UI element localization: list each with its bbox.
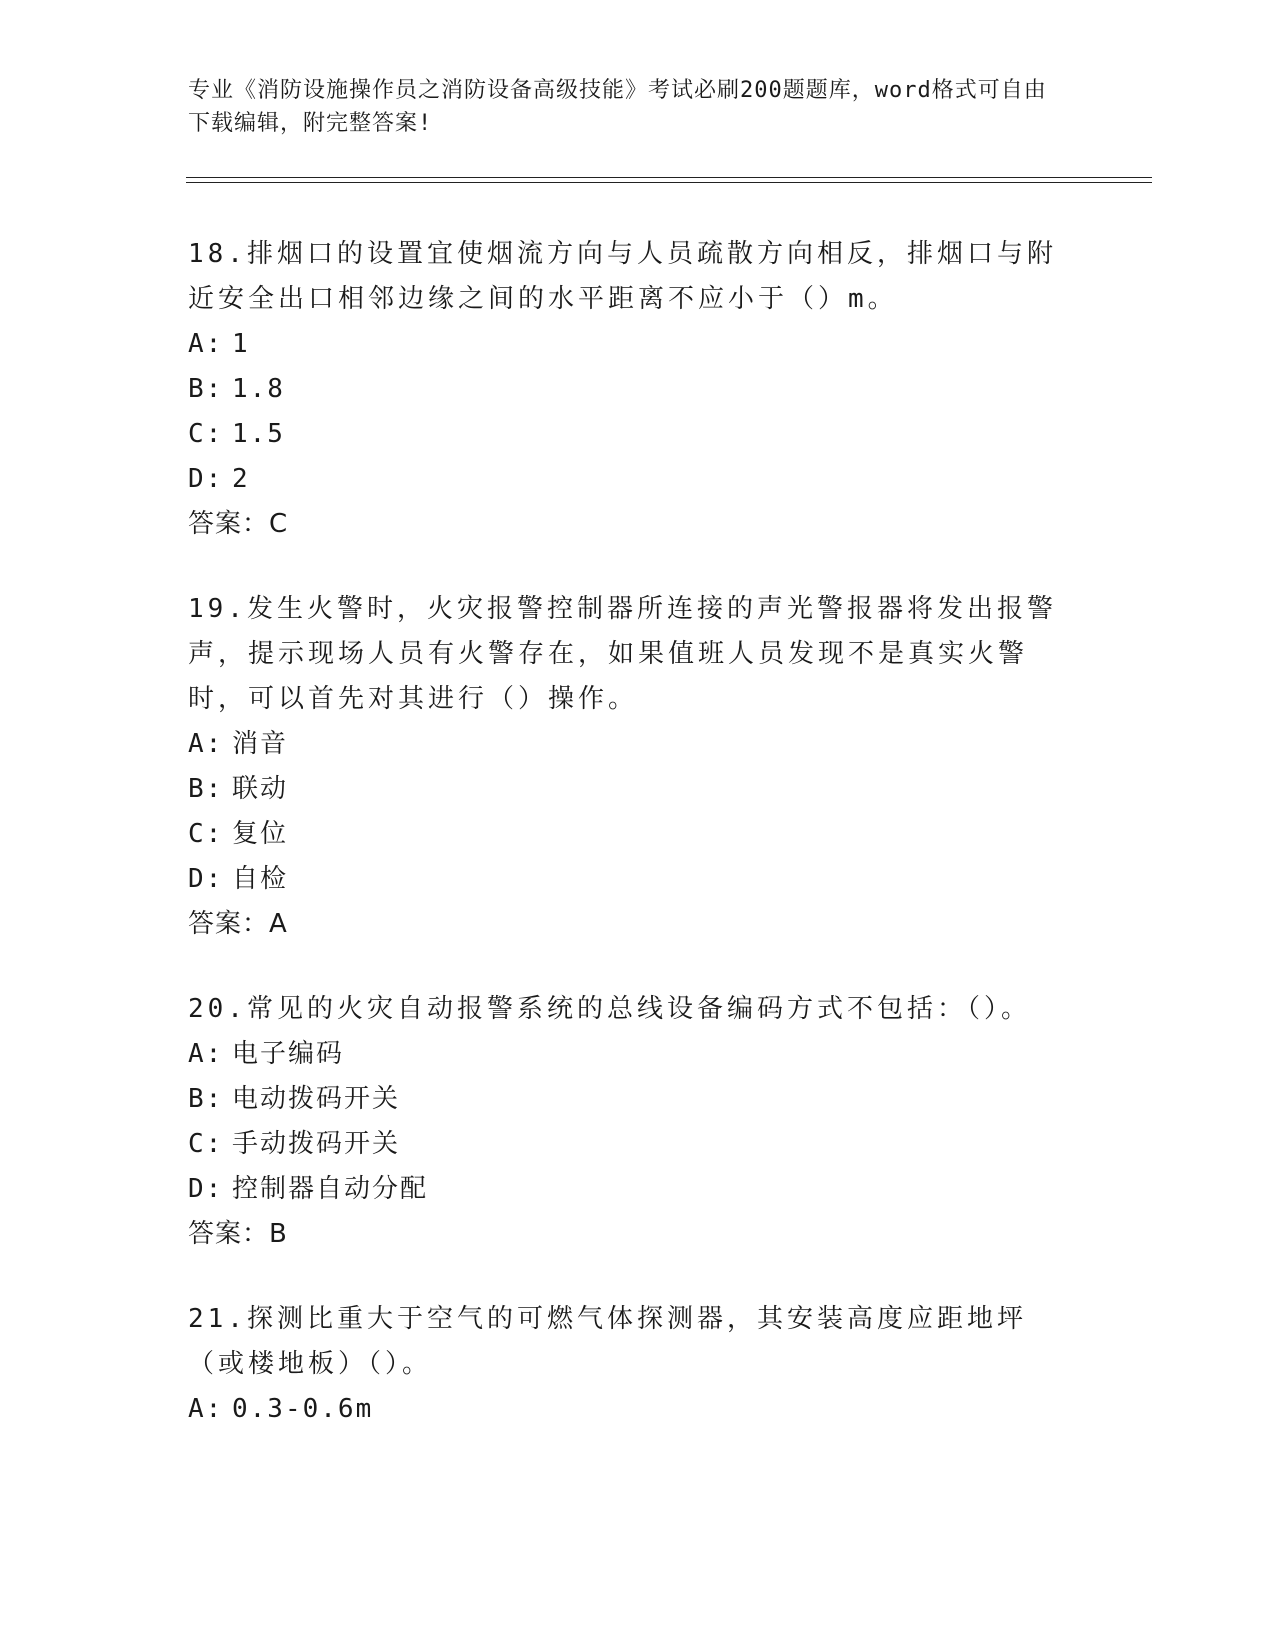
option-b: [188, 1077, 1088, 1122]
option-text: 消音: [232, 729, 289, 759]
header-divider-top: [186, 177, 1152, 178]
header-divider-bottom: [186, 182, 1152, 183]
option-letter: D:: [188, 864, 224, 894]
option-text: 电子编码: [232, 1039, 345, 1069]
option-d: [188, 1167, 1088, 1212]
option-letter: C:: [188, 819, 224, 849]
option-letter: D:: [188, 464, 224, 494]
option-a: [188, 1032, 1088, 1077]
option-text: 手动拨码开关: [232, 1129, 401, 1159]
option-text: 复位: [232, 819, 289, 849]
option-b: [188, 367, 1088, 412]
option-c: [188, 1122, 1088, 1167]
document-header: 专业《消防设施操作员之消防设备高级技能》考试必刷200题题库，word格式可自由下载编辑，附完整答案!: [188, 78, 1047, 136]
option-letter: B:: [188, 1084, 224, 1114]
option-a: [188, 322, 1088, 367]
option-letter: A:: [188, 329, 224, 359]
question-stem: 21.探测比重大于空气的可燃气体探测器，其安装高度应距地坪（或楼地板）（）。: [188, 1304, 1027, 1379]
question-list: [188, 232, 1088, 1472]
option-d: [188, 457, 1088, 502]
option-letter: C:: [188, 1129, 224, 1159]
question-stem: 18.排烟口的设置宜使烟流方向与人员疏散方向相反，排烟口与附近安全出口相邻边缘之间的水平距离不应小于（）m。: [188, 239, 1057, 314]
option-a: [188, 1387, 1088, 1432]
option-letter: A:: [188, 1394, 224, 1424]
option-b: [188, 767, 1088, 812]
option-d: [188, 857, 1088, 902]
option-text: 自检: [232, 864, 289, 894]
question-21: [188, 1297, 1088, 1432]
option-letter: D:: [188, 1174, 224, 1204]
option-c: [188, 412, 1088, 457]
option-text: 控制器自动分配: [232, 1174, 429, 1204]
option-text: 1.8: [232, 374, 285, 404]
answer-line: 答案：B: [188, 1219, 288, 1249]
question-stem: 19.发生火警时，火灾报警控制器所连接的声光警报器将发出报警声，提示现场人员有火警存在，如果值班人员发现不是真实火警时，可以首先对其进行（）操作。: [188, 594, 1057, 714]
option-text: 1: [232, 329, 250, 359]
option-letter: B:: [188, 774, 224, 804]
option-letter: C:: [188, 419, 224, 449]
option-letter: B:: [188, 374, 224, 404]
question-19: [188, 587, 1088, 947]
answer-line: 答案：C: [188, 509, 289, 539]
question-stem: 20.常见的火灾自动报警系统的总线设备编码方式不包括：（）。: [188, 994, 1031, 1024]
option-letter: A:: [188, 729, 224, 759]
option-text: 0.3-0.6m: [232, 1394, 374, 1424]
option-text: 2: [232, 464, 250, 494]
option-a: [188, 722, 1088, 767]
question-20: [188, 987, 1088, 1257]
option-c: [188, 812, 1088, 857]
option-text: 联动: [232, 774, 289, 804]
option-letter: A:: [188, 1039, 224, 1069]
option-text: 电动拨码开关: [232, 1084, 401, 1114]
answer-line: 答案：A: [188, 909, 288, 939]
option-text: 1.5: [232, 419, 285, 449]
question-18: [188, 232, 1088, 547]
